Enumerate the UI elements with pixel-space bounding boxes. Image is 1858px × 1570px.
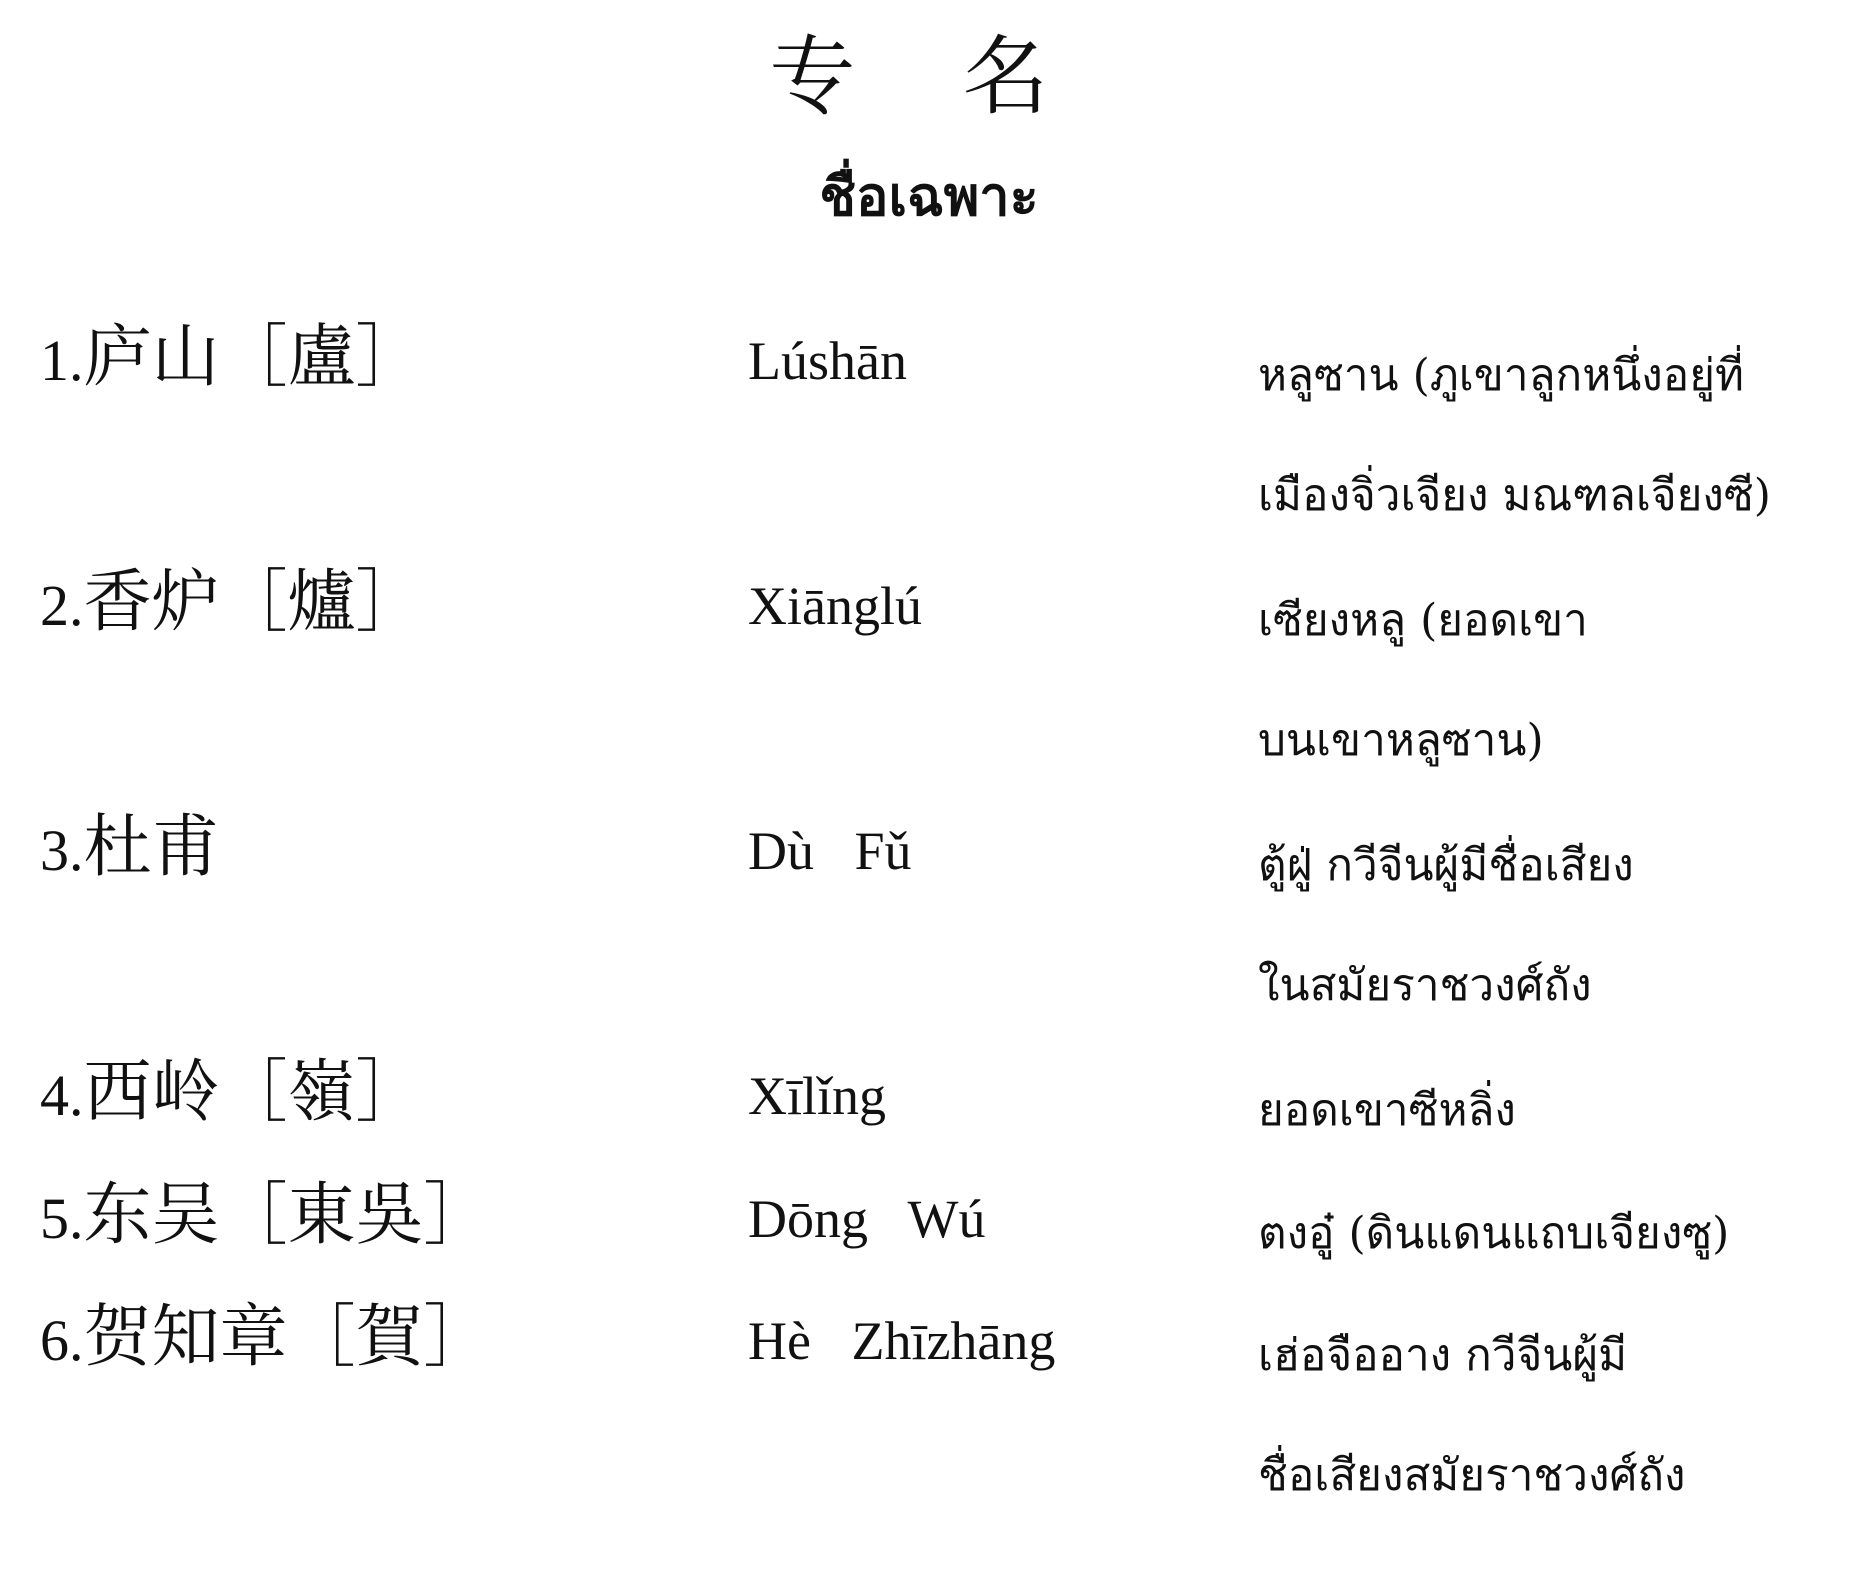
thai-translation (1258, 316, 1771, 556)
entry-number: 3. (40, 818, 84, 883)
pinyin-text: Lúshān (748, 331, 907, 391)
hanzi-term (40, 1290, 492, 1389)
hanzi-text: 杜甫 (83, 808, 220, 887)
hanzi-term (40, 310, 424, 409)
page-subtitle: ชื่อเฉพาะ (819, 164, 1039, 228)
hanzi-term (40, 1168, 492, 1267)
hanzi-text: 贺知章［賀］ (83, 1298, 492, 1377)
thai-line: เมืองจิ่วเจียง มณฑลเจียงซี) (1258, 470, 1771, 521)
hanzi-term (40, 800, 220, 899)
entry-number: 5. (40, 1186, 84, 1251)
thai-translation (1258, 806, 1634, 1046)
pinyin-text: Xīlǐng (748, 1066, 887, 1126)
hanzi-term (40, 555, 424, 654)
page-title: 专 名 (769, 27, 1089, 127)
hanzi-term (40, 1045, 424, 1144)
pinyin-text: Dōng Wú (748, 1189, 986, 1249)
hanzi-text: 香炉［爐］ (83, 563, 424, 642)
thai-line: เซียงหลู (ยอดเขา (1258, 595, 1588, 646)
thai-translation (1258, 1051, 1516, 1171)
thai-line: ตู้ฝู่ กวีจีนผู้มีชื่อเสียง (1258, 840, 1634, 891)
thai-line: ชื่อเสียงสมัยราชวงศ์ถัง (1258, 1450, 1686, 1501)
thai-line: หลูซาน (ภูเขาลูกหนึ่งอยู่ที่ (1258, 350, 1744, 401)
thai-line: ยอดเขาซีหลิ่ง (1258, 1085, 1516, 1136)
hanzi-text: 西岭［嶺］ (83, 1053, 424, 1132)
thai-translation (1258, 1296, 1686, 1536)
entry-number: 6. (40, 1308, 84, 1373)
entry-number: 2. (40, 573, 84, 638)
thai-translation (1258, 1174, 1729, 1294)
hanzi-text: 东吴［東吳］ (83, 1176, 492, 1255)
entry-number: 1. (40, 328, 84, 393)
thai-line: ในสมัยราชวงศ์ถัง (1258, 960, 1592, 1011)
pinyin-text: Xiānglú (748, 576, 922, 636)
pinyin-text: Hè Zhīzhāng (748, 1311, 1056, 1371)
thai-line: ตงอู๋ (ดินแดนแถบเจียงซู) (1258, 1208, 1730, 1259)
pinyin-text: Dù Fǔ (748, 821, 912, 881)
thai-line: เฮ่อจืออาง กวีจีนผู้มี (1258, 1330, 1628, 1381)
thai-line: บนเขาหลูซาน) (1258, 715, 1544, 766)
hanzi-text: 庐山［盧］ (83, 318, 424, 397)
thai-translation (1258, 561, 1588, 801)
entry-number: 4. (40, 1063, 84, 1128)
